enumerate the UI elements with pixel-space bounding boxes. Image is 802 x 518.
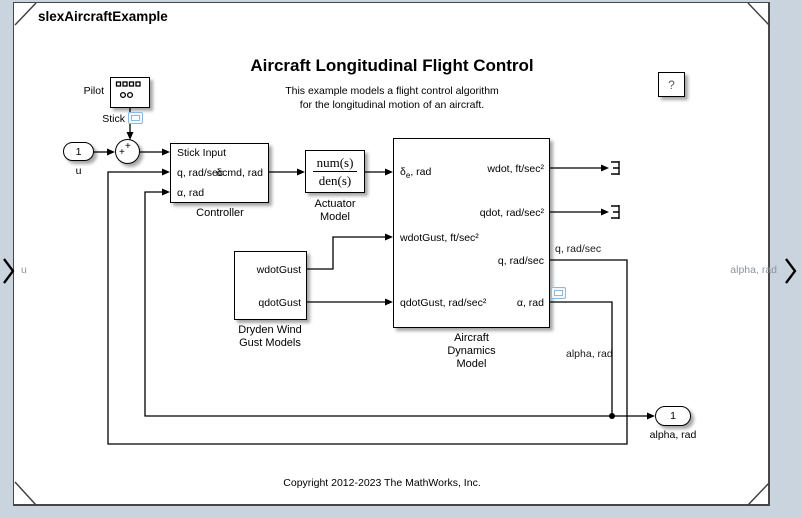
sum-plus-sign-top: + bbox=[125, 141, 131, 152]
actuator-label-line2: Model bbox=[320, 211, 350, 223]
inport-u-block[interactable] bbox=[63, 142, 94, 161]
question-mark-icon: ? bbox=[668, 77, 675, 92]
controller-in-stick: Stick Input bbox=[177, 147, 227, 159]
stick-signal-label[interactable]: Stick bbox=[102, 113, 125, 125]
actuator-model-block[interactable] bbox=[305, 150, 365, 193]
controller-block-label[interactable]: Controller bbox=[196, 207, 244, 219]
controller-block[interactable] bbox=[170, 143, 269, 203]
dryden-label-line2: Gust Models bbox=[239, 337, 301, 349]
joystick-icon bbox=[111, 78, 148, 106]
aircraft-in-qdotgust: qdotGust, rad/sec² bbox=[400, 297, 487, 309]
dryden-wind-gust-block[interactable] bbox=[234, 251, 307, 320]
frame-port-label-alpha: alpha, rad bbox=[730, 264, 777, 276]
fraction-bar bbox=[313, 171, 357, 172]
aircraft-block-label[interactable] bbox=[413, 332, 530, 371]
actuator-label-line1: Actuator bbox=[314, 198, 356, 210]
aircraft-dynamics-block[interactable] bbox=[393, 138, 550, 328]
aircraft-out-q: q, rad/sec bbox=[497, 255, 544, 267]
outport-alpha-label[interactable]: alpha, rad bbox=[649, 429, 697, 441]
q-wire-label[interactable]: q, rad/sec bbox=[555, 243, 602, 255]
aircraft-label-line2: Dynamics bbox=[447, 345, 496, 357]
sum-block[interactable] bbox=[115, 139, 140, 164]
diagram-subtitle-line1: This example models a flight control algorithm bbox=[285, 85, 499, 97]
alpha-wire-label[interactable]: alpha, rad bbox=[566, 348, 613, 360]
aircraft-out-alpha: α, rad bbox=[516, 297, 544, 309]
actuator-block-label[interactable] bbox=[290, 198, 380, 224]
help-block[interactable] bbox=[658, 72, 685, 97]
aircraft-out-wdot: wdot, ft/sec² bbox=[487, 163, 544, 175]
outport-alpha-block[interactable] bbox=[655, 406, 691, 426]
controller-out-dcmd: δcmd, rad bbox=[216, 167, 263, 179]
diagram-title: Aircraft Longitudinal Flight Control bbox=[250, 56, 534, 75]
dryden-block-label[interactable] bbox=[215, 324, 325, 350]
inport-u-label[interactable]: u bbox=[75, 165, 82, 177]
sum-plus-sign-left: + bbox=[119, 147, 125, 158]
controller-in-q: q, rad/sec bbox=[177, 167, 224, 179]
aircraft-out-qdot: qdot, rad/sec² bbox=[479, 207, 544, 219]
delta-subscript: e bbox=[405, 171, 411, 180]
delta-unit: , rad bbox=[410, 166, 432, 178]
aircraft-in-delta-e bbox=[400, 166, 431, 179]
aircraft-in-wdotgust: wdotGust, ft/sec² bbox=[400, 232, 479, 244]
outport-alpha-number: 1 bbox=[670, 410, 676, 422]
dryden-label-line1: Dryden Wind bbox=[238, 324, 302, 336]
controller-in-alpha: α, rad bbox=[177, 187, 205, 199]
frame-port-label-u: u bbox=[21, 264, 27, 276]
inport-u-number: 1 bbox=[75, 145, 82, 158]
aircraft-label-line1: Aircraft bbox=[454, 332, 489, 344]
delta-symbol: δ bbox=[400, 166, 406, 178]
signal-logging-badge[interactable] bbox=[551, 287, 566, 299]
signal-logging-badge[interactable] bbox=[128, 112, 143, 124]
dryden-out-wdotgust: wdotGust bbox=[256, 264, 301, 276]
dryden-out-qdotgust: qdotGust bbox=[258, 297, 301, 309]
copyright-text: Copyright 2012-2023 The MathWorks, Inc. bbox=[283, 477, 481, 489]
transfer-fcn-numerator: num(s) bbox=[316, 155, 354, 170]
pilot-block[interactable] bbox=[110, 77, 150, 108]
transfer-fcn-denominator: den(s) bbox=[318, 173, 352, 188]
model-name: slexAircraftExample bbox=[38, 9, 168, 24]
diagram-subtitle-line2: for the longitudinal motion of an aircraft. bbox=[299, 99, 485, 111]
aircraft-label-line3: Model bbox=[456, 358, 487, 370]
pilot-block-label[interactable]: Pilot bbox=[83, 85, 104, 97]
